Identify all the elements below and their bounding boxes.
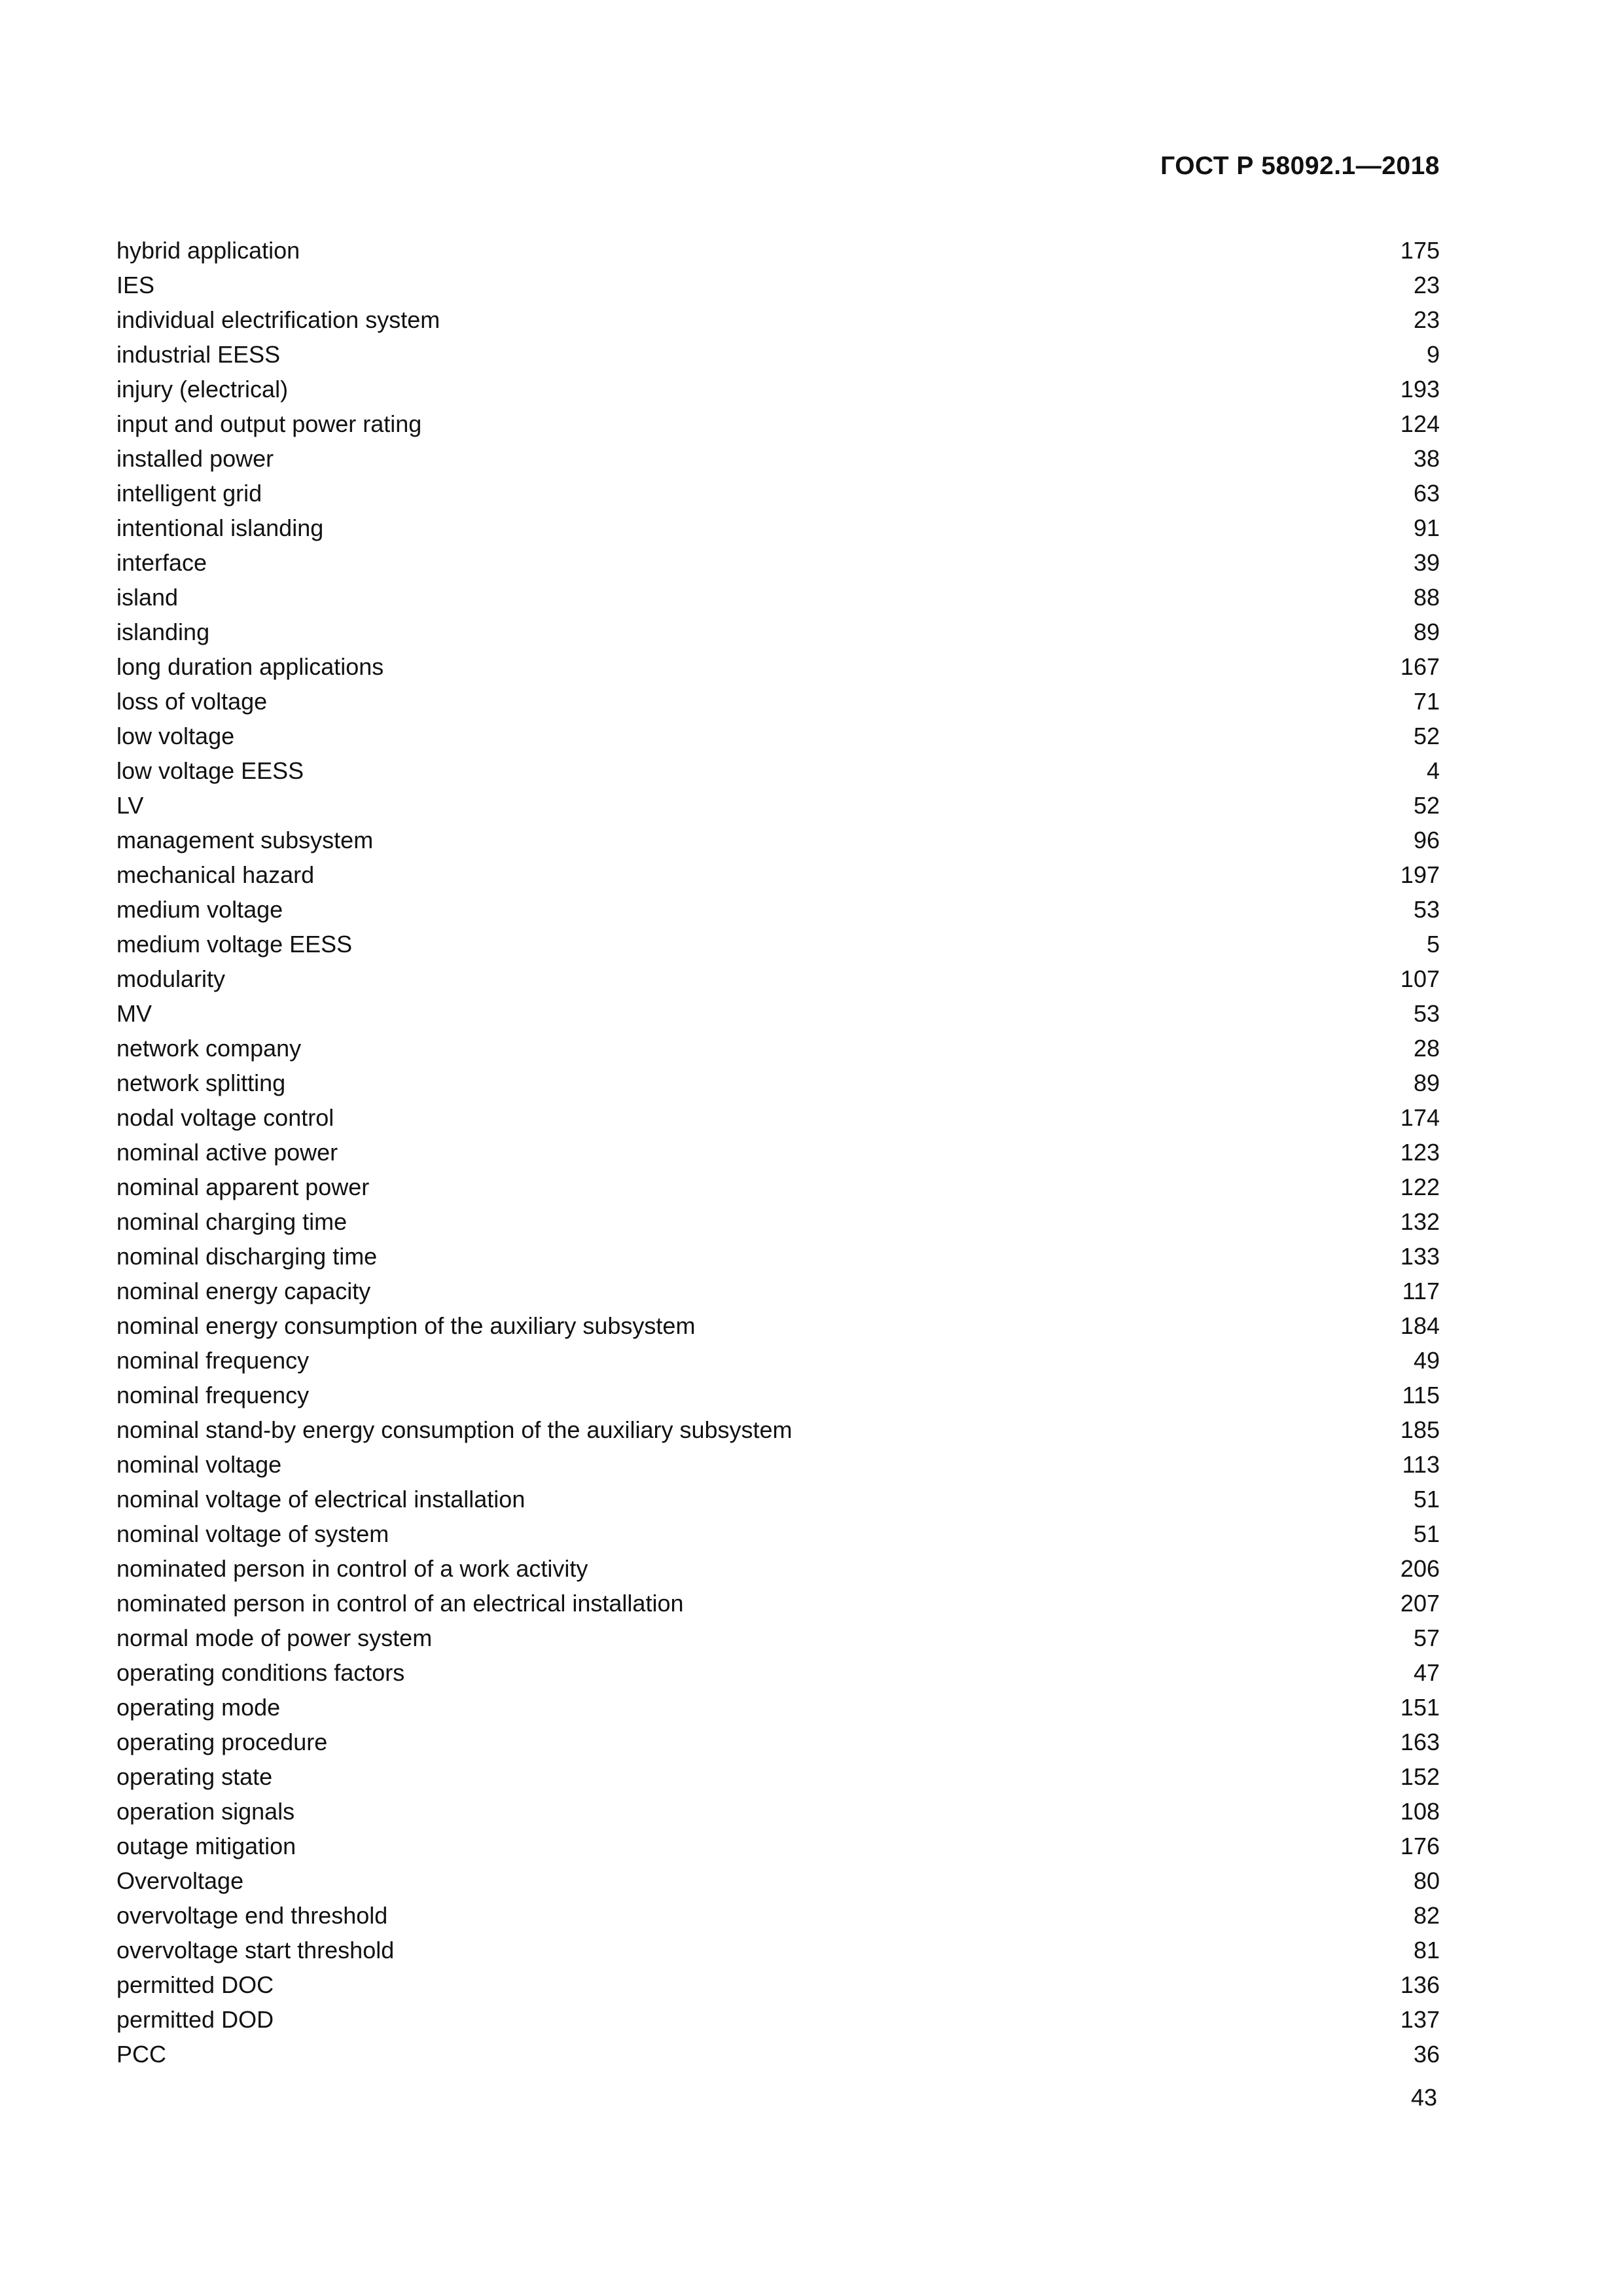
index-entry (116, 1308, 1440, 1343)
index-entry (116, 372, 1440, 406)
index-term: input and output power rating (116, 410, 422, 437)
index-ref-number: 167 (1400, 653, 1440, 680)
index-entry (116, 1343, 1440, 1378)
index-entry (116, 1204, 1440, 1239)
index-entry (116, 580, 1440, 615)
index-term: nominal voltage of system (116, 1520, 389, 1547)
index-entry (116, 1066, 1440, 1100)
index-ref-number: 23 (1413, 272, 1440, 298)
index-list (116, 233, 1440, 2072)
index-entry (116, 649, 1440, 684)
index-ref-number: 81 (1413, 1937, 1440, 1964)
index-term: nominated person in control of a work activity (116, 1555, 588, 1582)
index-term: modularity (116, 965, 226, 992)
index-term: operating state (116, 1763, 273, 1790)
index-entry (116, 1100, 1440, 1135)
index-term: nominal charging time (116, 1208, 348, 1235)
index-ref-number: 115 (1402, 1382, 1440, 1408)
index-entry (116, 1135, 1440, 1170)
index-entry (116, 615, 1440, 649)
index-ref-number: 136 (1400, 1971, 1440, 1998)
index-entry (116, 1829, 1440, 1863)
index-ref-number: 207 (1400, 1590, 1440, 1617)
index-term: IES (116, 272, 155, 298)
index-term: industrial EESS (116, 341, 281, 368)
index-term: nominal discharging time (116, 1243, 378, 1270)
index-ref-number: 82 (1413, 1902, 1440, 1929)
index-ref-number: 197 (1400, 861, 1440, 888)
index-term: network splitting (116, 1069, 286, 1096)
index-ref-number: 133 (1400, 1243, 1440, 1270)
index-ref-number: 53 (1413, 896, 1440, 923)
index-term: islanding (116, 619, 210, 645)
index-ref-number: 184 (1400, 1312, 1440, 1339)
index-ref-number: 49 (1413, 1347, 1440, 1374)
index-entry (116, 302, 1440, 337)
index-term: nominal apparent power (116, 1174, 370, 1200)
index-ref-number: 151 (1400, 1694, 1440, 1721)
index-term: nominated person in control of an electrical installation (116, 1590, 684, 1617)
index-term: normal mode of power system (116, 1624, 433, 1651)
index-ref-number: 23 (1413, 306, 1440, 333)
index-entry (116, 1170, 1440, 1204)
index-term: nodal voltage control (116, 1104, 334, 1131)
index-ref-number: 88 (1413, 584, 1440, 611)
index-entry (116, 1274, 1440, 1308)
index-term: operating procedure (116, 1729, 328, 1755)
index-entry (116, 684, 1440, 719)
index-term: MV (116, 1000, 152, 1027)
index-term: nominal voltage (116, 1451, 282, 1478)
index-ref-number: 53 (1413, 1000, 1440, 1027)
index-entry (116, 1621, 1440, 1655)
index-ref-number: 89 (1413, 619, 1440, 645)
index-ref-number: 36 (1413, 2041, 1440, 2068)
index-entry (116, 857, 1440, 892)
index-ref-number: 117 (1402, 1278, 1440, 1304)
index-term: medium voltage (116, 896, 283, 923)
index-ref-number: 63 (1413, 480, 1440, 507)
index-entry (116, 1655, 1440, 1690)
index-term: installed power (116, 445, 274, 472)
index-ref-number: 193 (1400, 376, 1440, 403)
index-ref-number: 96 (1413, 827, 1440, 853)
index-ref-number: 89 (1413, 1069, 1440, 1096)
index-ref-number: 122 (1400, 1174, 1440, 1200)
index-entry (116, 337, 1440, 372)
index-entry (116, 753, 1440, 788)
index-entry (116, 406, 1440, 441)
index-ref-number: 52 (1413, 723, 1440, 749)
index-ref-number: 152 (1400, 1763, 1440, 1790)
index-term: LV (116, 792, 144, 819)
index-ref-number: 107 (1400, 965, 1440, 992)
index-term: management subsystem (116, 827, 374, 853)
index-term: overvoltage start threshold (116, 1937, 395, 1964)
index-term: nominal energy consumption of the auxiliary subsystem (116, 1312, 696, 1339)
index-ref-number: 38 (1413, 445, 1440, 472)
index-term: intentional islanding (116, 514, 324, 541)
index-term: Overvoltage (116, 1867, 244, 1894)
index-term: overvoltage end threshold (116, 1902, 388, 1929)
index-entry (116, 1898, 1440, 1933)
index-ref-number: 47 (1413, 1659, 1440, 1686)
index-ref-number: 51 (1413, 1486, 1440, 1513)
index-entry (116, 1690, 1440, 1725)
index-ref-number: 51 (1413, 1520, 1440, 1547)
index-ref-number: 185 (1400, 1416, 1440, 1443)
index-entry (116, 1239, 1440, 1274)
index-ref-number: 163 (1400, 1729, 1440, 1755)
index-term: nominal frequency (116, 1382, 310, 1408)
index-entry (116, 1725, 1440, 1759)
index-term: individual electrification system (116, 306, 440, 333)
index-ref-number: 91 (1413, 514, 1440, 541)
index-ref-number: 39 (1413, 549, 1440, 576)
index-ref-number: 176 (1400, 1833, 1440, 1859)
index-ref-number: 28 (1413, 1035, 1440, 1062)
index-entry (116, 823, 1440, 857)
index-term: nominal energy capacity (116, 1278, 371, 1304)
index-term: low voltage EESS (116, 757, 304, 784)
index-term: operating conditions factors (116, 1659, 405, 1686)
index-term: long duration applications (116, 653, 384, 680)
index-entry (116, 1933, 1440, 1967)
index-ref-number: 57 (1413, 1624, 1440, 1651)
index-ref-number: 71 (1413, 688, 1440, 715)
index-term: interface (116, 549, 207, 576)
index-ref-number: 137 (1400, 2006, 1440, 2033)
index-entry (116, 268, 1440, 302)
index-term: permitted DOC (116, 1971, 274, 1998)
index-entry (116, 1031, 1440, 1066)
index-term: nominal frequency (116, 1347, 310, 1374)
index-ref-number: 5 (1426, 931, 1440, 958)
index-term: medium voltage EESS (116, 931, 353, 958)
index-entry (116, 1863, 1440, 1898)
index-term: intelligent grid (116, 480, 262, 507)
index-ref-number: 174 (1400, 1104, 1440, 1131)
index-entry (116, 719, 1440, 753)
index-ref-number: 113 (1402, 1451, 1440, 1478)
index-entry (116, 927, 1440, 961)
index-entry (116, 1482, 1440, 1516)
index-ref-number: 52 (1413, 792, 1440, 819)
index-entry (116, 788, 1440, 823)
index-entry (116, 545, 1440, 580)
index-term: loss of voltage (116, 688, 268, 715)
index-entry (116, 1412, 1440, 1447)
index-ref-number: 132 (1400, 1208, 1440, 1235)
index-ref-number: 80 (1413, 1867, 1440, 1894)
index-entry (116, 476, 1440, 511)
index-term: nominal stand-by energy consumption of the auxiliary subsystem (116, 1416, 793, 1443)
index-term: permitted DOD (116, 2006, 274, 2033)
page-header-standard-code: ГОСТ Р 58092.1—2018 (1160, 152, 1440, 180)
index-ref-number: 124 (1400, 410, 1440, 437)
index-term: island (116, 584, 179, 611)
index-entry (116, 892, 1440, 927)
index-entry (116, 2002, 1440, 2037)
index-term: nominal voltage of electrical installation (116, 1486, 526, 1513)
index-term: hybrid application (116, 237, 300, 264)
index-entry (116, 2037, 1440, 2072)
index-entry (116, 1551, 1440, 1586)
index-term: outage mitigation (116, 1833, 296, 1859)
index-entry (116, 996, 1440, 1031)
index-entry (116, 441, 1440, 476)
index-entry (116, 511, 1440, 545)
index-ref-number: 175 (1400, 237, 1440, 264)
index-ref-number: 4 (1426, 757, 1440, 784)
index-entry (116, 1586, 1440, 1621)
index-ref-number: 108 (1400, 1798, 1440, 1825)
index-term: nominal active power (116, 1139, 338, 1166)
index-ref-number: 206 (1400, 1555, 1440, 1582)
index-entry (116, 961, 1440, 996)
index-term: operating mode (116, 1694, 281, 1721)
index-entry (116, 1516, 1440, 1551)
index-entry (116, 1759, 1440, 1794)
index-term: operation signals (116, 1798, 295, 1825)
index-entry (116, 1447, 1440, 1482)
index-entry (116, 1794, 1440, 1829)
index-term: network company (116, 1035, 302, 1062)
index-term: low voltage (116, 723, 235, 749)
index-ref-number: 9 (1426, 341, 1440, 368)
index-term: mechanical hazard (116, 861, 315, 888)
page-number: 43 (1410, 2084, 1437, 2111)
index-ref-number: 123 (1400, 1139, 1440, 1166)
index-term: PCC (116, 2041, 167, 2068)
index-term: injury (electrical) (116, 376, 289, 403)
index-entry (116, 1378, 1440, 1412)
index-entry (116, 233, 1440, 268)
index-entry (116, 1967, 1440, 2002)
